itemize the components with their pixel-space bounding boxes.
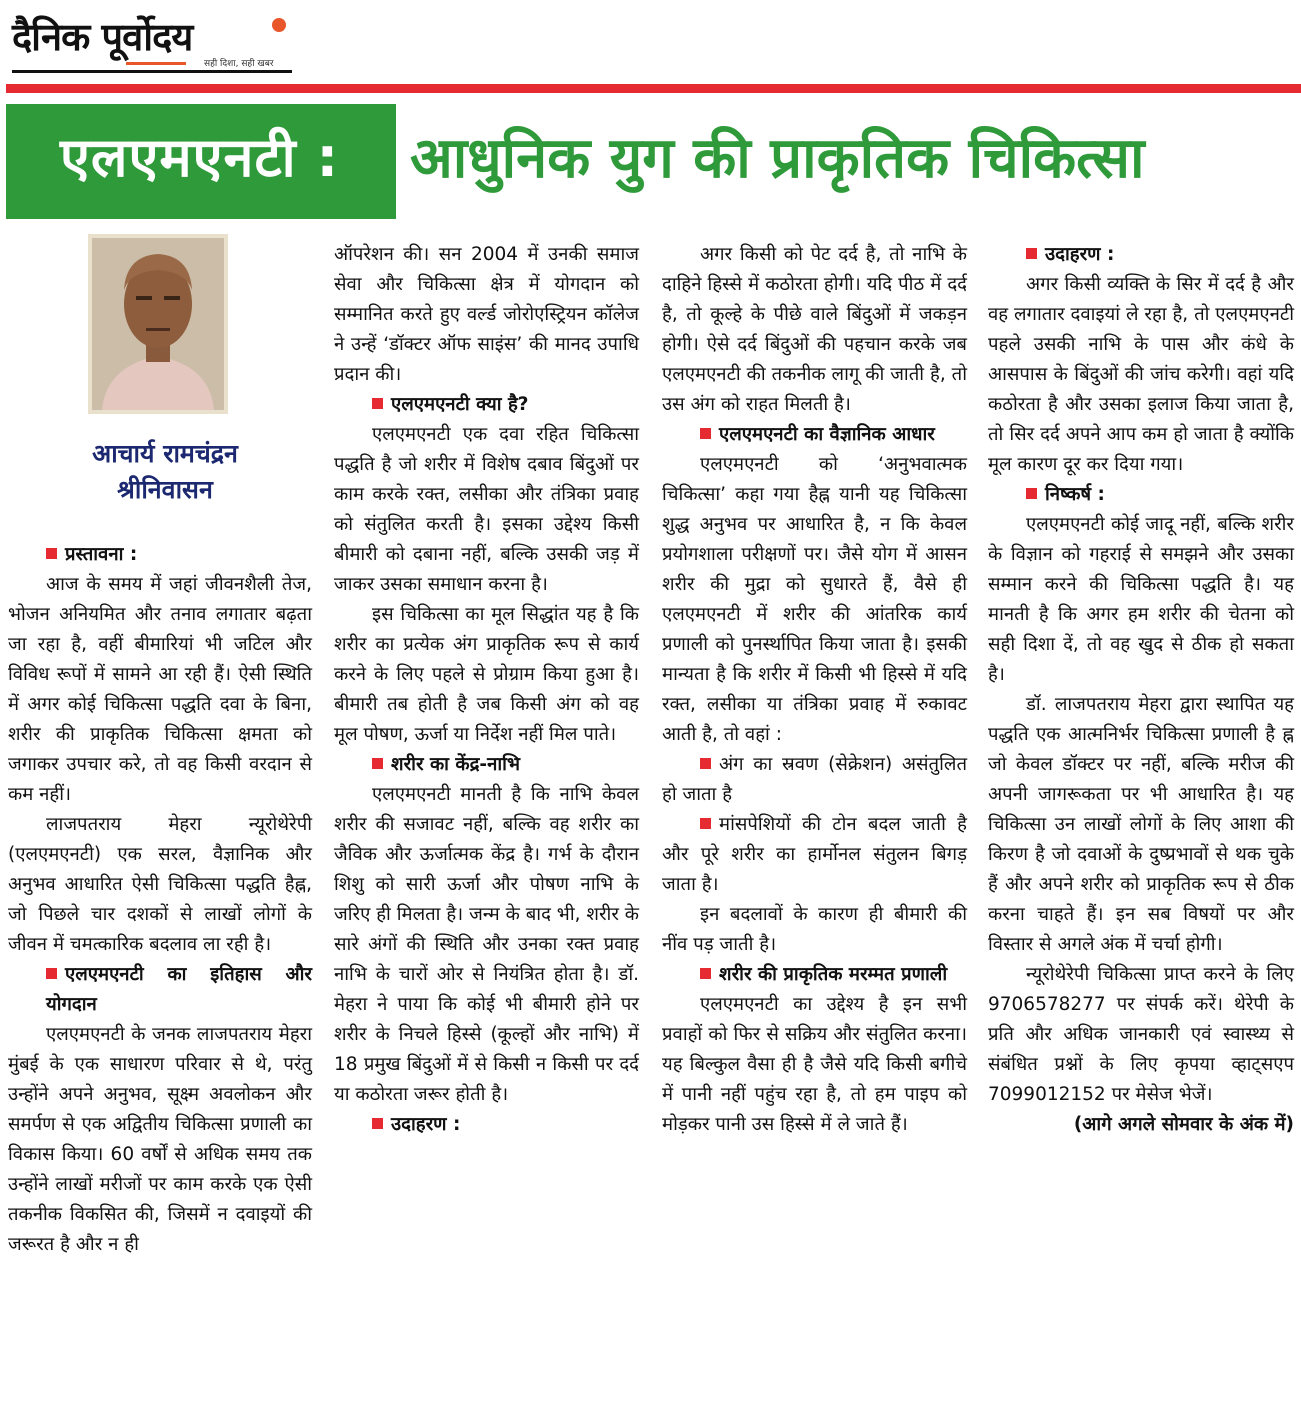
paragraph: एलएमएनटी मानती है कि नाभि केवल शरीर की सजावट नहीं, बल्कि वह शरीर का जैविक और ऊर्जात्मक केंद्र है। गर्भ के दौरान शिशु को सारी ऊर्जा और पोषण नाभि के जरिए ही मिलता है। जन्म के बाद भी, शरीर के सारे अंगों की स्थिति और उनका रक्त प्रवाह नाभि के चारों ओर से नियंत्रित होता है। डॉ. मेहरा ने पाया कि कोई भी बीमारी होने पर शरीर के निचले हिस्से (कूल्हों और नाभि) में 18 प्रमुख बिंदुओं में से किसी न किसी पर दर्द या कठोरता जरूर होती है। bbox=[334, 784, 639, 1105]
newspaper-tagline: सही दिशा, सही खबर bbox=[204, 59, 274, 69]
red-square-bullet-icon bbox=[700, 428, 711, 439]
paragraph: न्यूरोथेरेपी चिकित्सा प्राप्त करने के लिए 9706578277 पर संपर्क करें। थेरेपी के प्रति और अधिक जानकारी एवं स्वास्थ्य से संबंधित प्रश्नों के लिए कृपया व्हाट्सएप 7099012152 पर मेसेज भेजें। bbox=[988, 964, 1294, 1105]
author-photo bbox=[88, 234, 228, 414]
author-name-line1: आचार्य रामचंद्रन bbox=[92, 439, 238, 468]
red-square-bullet-icon bbox=[1026, 248, 1037, 259]
paragraph: इस चिकित्सा का मूल सिद्धांत यह है कि शरीर का प्रत्येक अंग प्राकृतिक रूप से कार्य करने के लिए पहले से प्रोग्राम किया हुआ है। बीमारी तब होती है जब किसी अंग को वह मूल पोषण, ऊर्जा या निर्देश नहीं मिल पाते। bbox=[334, 604, 639, 745]
paragraph: ऑपरेशन की। सन 2004 में उनकी समाज सेवा और चिकित्सा क्षेत्र में योगदान को सम्मानित करते हुए वर्ल्ड जोरोएस्ट्रियन कॉलेज ने उन्हें ‘डॉक्टर ऑफ साइंस’ की मानद उपाधि प्रदान की। bbox=[334, 244, 639, 385]
paragraph: एलएमएनटी एक दवा रहित चिकित्सा पद्धति है जो शरीर में विशेष दबाव बिंदुओं पर काम करके रक्त, लसीका और तंत्रिका प्रवाह को संतुलित करती है। इसका उद्देश्य किसी बीमारी को दबाना नहीं, बल्कि उसकी जड़ में जाकर उसका समाधान करना है। bbox=[334, 424, 639, 595]
masthead bbox=[8, 4, 293, 74]
section-heading-science: एलएमएनटी का वैज्ञानिक आधार bbox=[662, 420, 967, 450]
masthead-underline bbox=[12, 70, 292, 73]
section-heading-conclusion: निष्कर्ष : bbox=[988, 480, 1294, 510]
article-column-3 bbox=[662, 240, 967, 1140]
red-square-bullet-icon bbox=[1026, 488, 1037, 499]
red-square-bullet-icon bbox=[46, 968, 57, 979]
section-heading-navel: शरीर का केंद्र-नाभि bbox=[334, 750, 639, 780]
section-heading-history: एलएमएनटी का इतिहास और योगदान bbox=[46, 964, 312, 1015]
logo-dot-icon bbox=[272, 18, 286, 32]
section-heading-example-2: उदाहरण : bbox=[988, 240, 1294, 270]
paragraph: अगर किसी को पेट दर्द है, तो नाभि के दाहिने हिस्से में कठोरता होगी। यदि पीठ में दर्द है, तो कूल्हे के पीछे वाले बिंदुओं में जकड़न होगी। ऐसे दर्द बिंदुओं की पहचान करके जब एलएमएनटी की तकनीक लागू की जाती है, तो उस अंग को राहत मिलती है। bbox=[662, 244, 967, 415]
paragraph: एलएमएनटी कोई जादू नहीं, बल्कि शरीर के विज्ञान को गहराई से समझने और उसका सम्मान करने की चिकित्सा पद्धति है। यह मानती है कि अगर हम शरीर की चेतना को सही दिशा दें, तो वह खुद से ठीक हो सकता है। bbox=[988, 514, 1294, 685]
red-square-bullet-icon bbox=[372, 398, 383, 409]
paragraph: एलएमएनटी को ‘अनुभवात्मक चिकित्सा’ कहा गया हैह्न यानी यह चिकित्सा शुद्ध अनुभव पर आधारित है, न कि केवल प्रयोगशाला परीक्षणों पर। जैसे योग में आसन शरीर की मुद्रा को सुधारते हैं, वैसे ही एलएमएनटी में शरीर की आंतरिक कार्य प्रणाली को पुनर्स्थापित किया जाता है। इसकी मान्यता है कि शरीर में किसी भी हिस्से में यदि रक्त, लसीका या तंत्रिका प्रवाह में रुकावट आती है, तो वहां : bbox=[662, 454, 967, 745]
author-portrait-icon bbox=[92, 238, 224, 410]
paragraph: लाजपतराय मेहरा न्यूरोथेरेपी (एलएमएनटी) एक सरल, वैज्ञानिक और अनुभव आधारित ऐसी चिकित्सा पद्धति हैह्न, जो पिछले चार दशकों से लाखों लोगों के जीवन में चमत्कारिक बदलाव ला रही है। bbox=[8, 814, 312, 955]
red-square-bullet-icon bbox=[372, 1118, 383, 1129]
paragraph: डॉ. लाजपतराय मेहरा द्वारा स्थापित यह पद्धति एक आत्मनिर्भर चिकित्सा प्रणाली है ह्न जो केवल डॉक्टर पर नहीं, बल्कि मरीज की अपनी जागरूकता पर भी आधारित है। यह चिकित्सा उन लाखों लोगों के लिए आशा की किरण है जो दवाओं के दुष्प्रभावों से थक चुके हैं और अपने शरीर को प्राकृतिक रूप से ठीक करना चाहते हैं। इन सब विषयों पर और विस्तार से अगले अंक में चर्चा होगी। bbox=[988, 694, 1294, 955]
paragraph: इन बदलावों के कारण ही बीमारी की नींव पड़ जाती है। bbox=[662, 904, 967, 955]
author-byline bbox=[40, 436, 290, 508]
newspaper-name: दैनिक पूर्वोदय bbox=[12, 15, 193, 59]
headline-label: एलएमएनटी : bbox=[60, 126, 340, 189]
top-red-rule bbox=[6, 84, 1301, 93]
paragraph: अगर किसी व्यक्ति के सिर में दर्द है और वह लगातार दवाइयां ले रहा है, तो एलएमएनटी पहले उसकी नाभि के पास और कंधे के आसपास के बिंदुओं की जांच करेगी। वहां यदि कठोरता है और उसका इलाज किया जाता है, तो सिर दर्द अपने आप कम हो जाता है क्योंकि मूल कारण दूर कर दिया गया। bbox=[988, 274, 1294, 475]
paragraph: एलएमएनटी का उद्देश्य है इन सभी प्रवाहों को फिर से सक्रिय और संतुलित करना। यह बिल्कुल वैसा ही है जैसे यदि किसी बगीचे में पानी नहीं पहुंच रहा है, तो हम पाइप को मोड़कर पानी उस हिस्से में ले जाते हैं। bbox=[662, 994, 967, 1135]
bullet-point: मांसपेशियों की टोन बदल जाती है और पूरे शरीर का हार्मोनल संतुलन बिगड़ जाता है। bbox=[662, 814, 967, 895]
red-square-bullet-icon bbox=[700, 818, 711, 829]
author-name-line2: श्रीनिवासन bbox=[117, 475, 213, 504]
red-square-bullet-icon bbox=[372, 758, 383, 769]
continuation-note: (आगे अगले सोमवार के अंक में) bbox=[1073, 1114, 1294, 1135]
article-column-2 bbox=[334, 240, 639, 1140]
section-heading-example: उदाहरण : bbox=[334, 1110, 639, 1140]
bullet-point: अंग का स्रवण (सेक्रेशन) असंतुलित हो जाता है bbox=[662, 754, 967, 805]
article-column-4 bbox=[988, 240, 1294, 1140]
paragraph: आज के समय में जहां जीवनशैली तेज, भोजन अनियमित और तनाव लगातार बढ़ता जा रहा है, वहीं बीमारियां भी जटिल और विविध रूपों में सामने आ रही हैं। ऐसी स्थिति में अगर कोई चिकित्सा पद्धति दवा के बिना, शरीर की प्राकृतिक चिकित्सा क्षमता को जगाकर उपचार करे, तो वह किसी वरदान से कम नहीं। bbox=[8, 574, 312, 805]
section-heading-repair: शरीर की प्राकृतिक मरम्मत प्रणाली bbox=[662, 960, 967, 990]
headline-title: आधुनिक युग की प्राकृतिक चिकित्सा bbox=[410, 126, 1145, 191]
article-column-1 bbox=[8, 540, 312, 1260]
red-square-bullet-icon bbox=[700, 968, 711, 979]
masthead-accent-rule bbox=[126, 62, 186, 65]
section-heading-what: एलएमएनटी क्या है? bbox=[334, 390, 639, 420]
paragraph: एलएमएनटी के जनक लाजपतराय मेहरा मुंबई के एक साधारण परिवार से थे, परंतु उन्होंने अपने अनुभव, सूक्ष्म अवलोकन और समर्पण से एक अद्वितीय चिकित्सा प्रणाली का विकास किया। 60 वर्षों से अधिक समय तक उन्होंने लाखों मरीजों पर काम करके एक ऐसी तकनीक विकसित की, जिसमें न दवाइयों की जरूरत है और न ही bbox=[8, 1024, 312, 1255]
red-square-bullet-icon bbox=[700, 758, 711, 769]
red-square-bullet-icon bbox=[46, 548, 57, 559]
section-heading-intro: प्रस्तावना : bbox=[8, 540, 312, 570]
